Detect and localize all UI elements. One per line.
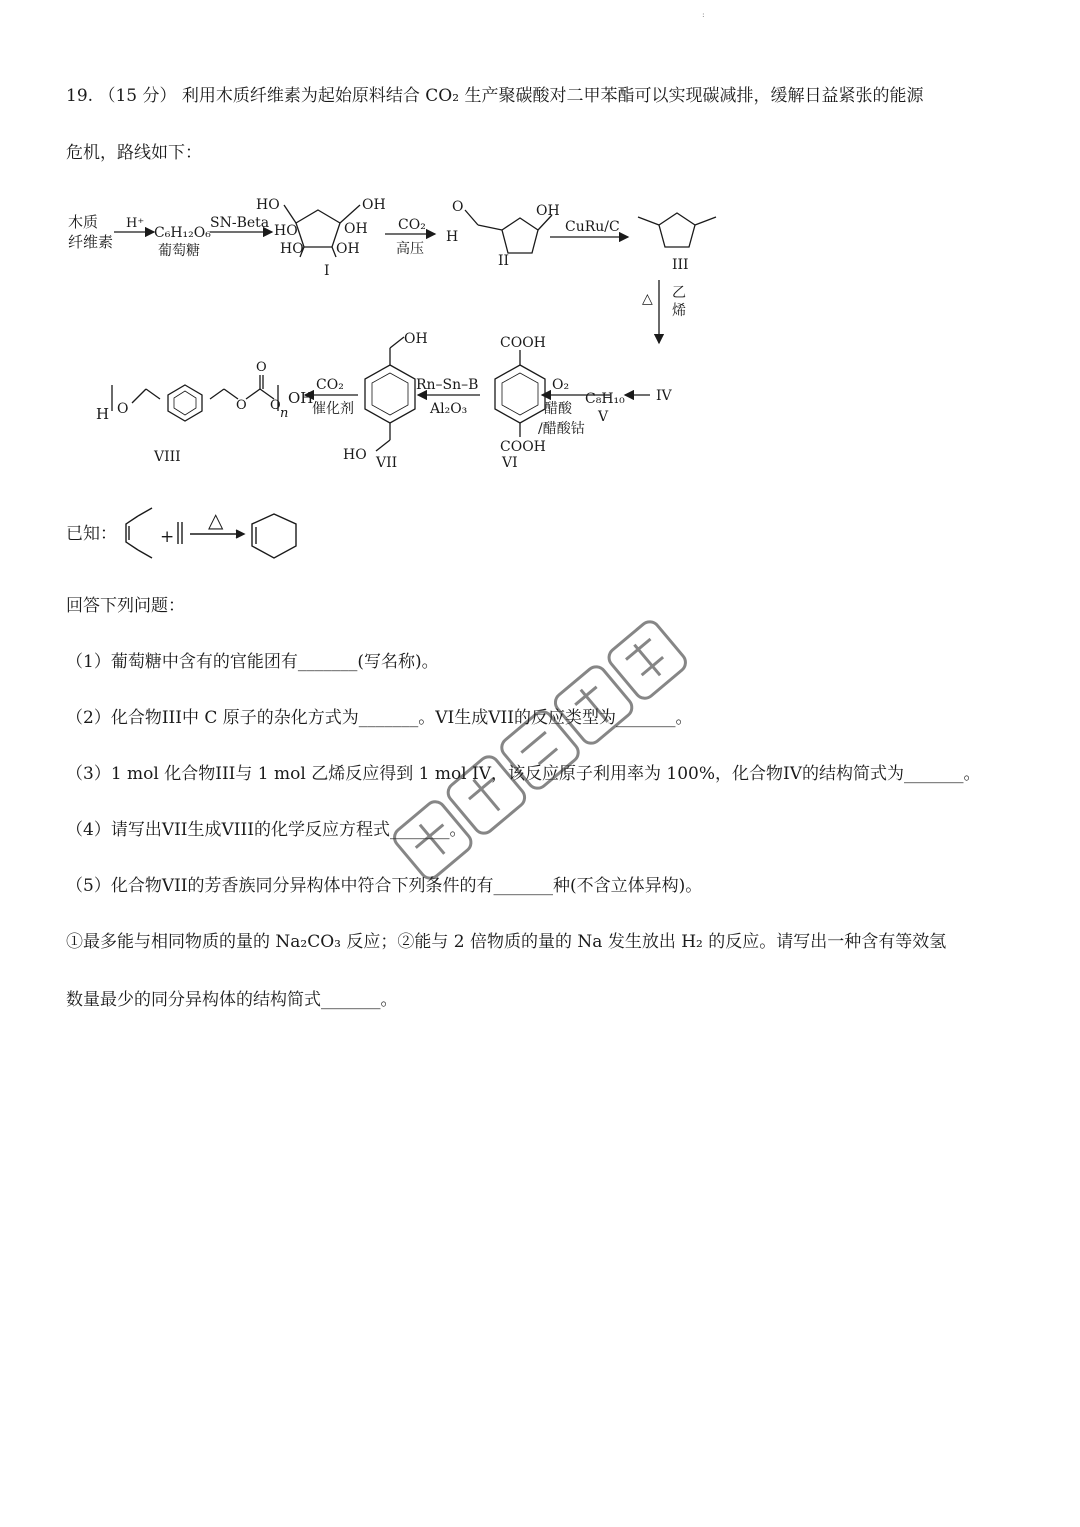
- compound-1-group-6: OH: [336, 241, 360, 257]
- step7-reagent-bottom: Al₂O₃: [430, 401, 468, 417]
- step6-reagent-top: O₂: [552, 377, 570, 393]
- compound-1-label: I: [324, 263, 330, 279]
- step3-reagent-bottom: 高压: [396, 241, 424, 257]
- step3-reagent-top: CO₂: [398, 217, 426, 233]
- known-plus: +: [160, 527, 175, 547]
- step8-reagent-top: CO₂: [316, 377, 344, 393]
- diene-icon: [126, 516, 138, 550]
- compound-7-label: VII: [376, 455, 398, 471]
- compound-7-group-bottom: HO: [343, 447, 367, 463]
- compound-8-ring: [168, 385, 202, 421]
- compound-6-group-top: COOH: [500, 335, 546, 351]
- glucose-name: 葡萄糖: [158, 243, 200, 259]
- synthesis-scheme: [60, 185, 1050, 485]
- step8-reagent-bottom: 催化剂: [312, 401, 354, 417]
- top-mark: :: [702, 10, 705, 19]
- compound-1-group-3: HO: [280, 241, 304, 257]
- compound-8-ester-o2: O: [270, 398, 281, 413]
- start-material-1: 木质: [68, 213, 99, 231]
- compound-2-group-3: OH: [536, 203, 560, 219]
- compound-8-end-h: H: [96, 405, 110, 423]
- answer-prompt: 回答下列问题：: [66, 596, 185, 616]
- compound-8-end-oh: OH: [288, 389, 314, 407]
- compound-6-label: VI: [502, 455, 518, 471]
- question-2: （2）化合物III中 C 原子的杂化方式为_______。VI生成VII的反应类型为_______。: [66, 708, 693, 728]
- question-stem-line2: 危机，路线如下：: [66, 143, 202, 163]
- compound-6-group-bottom: COOH: [500, 439, 546, 455]
- compound-8-carbonyl-o: O: [256, 360, 267, 375]
- step1-reagent: H⁺: [126, 216, 145, 231]
- question-5-conditions-2: 数量最少的同分异构体的结构简式_______。: [66, 990, 398, 1010]
- compound-8-o: O: [117, 401, 129, 417]
- compound-3-ring: [659, 213, 695, 247]
- question-5-conditions: ①最多能与相同物质的量的 Na₂CO₃ 反应；②能与 2 倍物质的量的 Na 发生放出 H₂ 的反应。请写出一种含有等效氢: [66, 932, 947, 952]
- step6-reagent-mid: 醋酸: [544, 401, 572, 417]
- known-condition: △: [208, 508, 224, 532]
- step5-reagent-right-2: 烯: [672, 303, 686, 319]
- known-reaction: [60, 500, 320, 566]
- compound-5-label: V: [598, 409, 609, 425]
- question-5: （5）化合物VII的芳香族同分异构体中符合下列条件的有_______种(不含立体异构)。: [66, 876, 703, 896]
- step6-reagent-bottom: /醋酸钴: [538, 421, 585, 437]
- question-1: （1）葡萄糖中含有的官能团有_______(写名称)。: [66, 652, 439, 672]
- compound-5-formula: C₈H₁₀: [585, 391, 625, 407]
- known-label: 已知：: [66, 524, 117, 544]
- step2-reagent: SN-Beta: [210, 215, 270, 231]
- step4-reagent: CuRu/C: [565, 219, 620, 235]
- cyclohexene-icon: [252, 514, 296, 558]
- step5-reagent-left: △: [642, 291, 653, 307]
- compound-7-group-top: OH: [404, 331, 428, 347]
- compound-8-ester-o: O: [236, 398, 247, 413]
- compound-1-group-4: OH: [362, 197, 386, 213]
- compound-1-group-5: OH: [344, 221, 368, 237]
- watermark-stamp: [330, 570, 750, 930]
- glucose-formula: C₆H₁₂O₆: [154, 225, 211, 241]
- compound-1-group-1: HO: [256, 197, 280, 213]
- compound-7-ring: [365, 365, 415, 423]
- compound-2-group-1: O: [452, 199, 464, 215]
- compound-4-label: IV: [656, 388, 672, 404]
- compound-1-group-2: HO: [274, 223, 298, 239]
- compound-8-n: n: [280, 406, 289, 421]
- compound-2-label: II: [498, 253, 510, 269]
- step5-reagent-right-1: 乙: [672, 285, 686, 301]
- compound-6-ring: [495, 365, 545, 423]
- compound-2-group-2: H: [446, 229, 459, 245]
- question-4: （4）请写出VII生成VIII的化学反应方程式_______。: [66, 820, 467, 840]
- compound-8-label: VIII: [154, 449, 181, 465]
- question-stem-line1: 19. （15 分） 利用木质纤维素为起始原料结合 CO₂ 生产聚碳酸对二甲苯酯可以实现碳减排，缓解日益紧张的能源: [66, 86, 924, 106]
- start-material-2: 纤维素: [68, 233, 114, 251]
- step7-reagent-top: Rn–Sn–B: [416, 377, 479, 393]
- question-3: （3）1 mol 化合物III与 1 mol 乙烯反应得到 1 mol IV，该反应原子利用率为 100%，化合物IV的结构简式为_______。: [66, 764, 981, 784]
- compound-2-ring: [502, 218, 538, 253]
- compound-3-label: III: [672, 257, 689, 273]
